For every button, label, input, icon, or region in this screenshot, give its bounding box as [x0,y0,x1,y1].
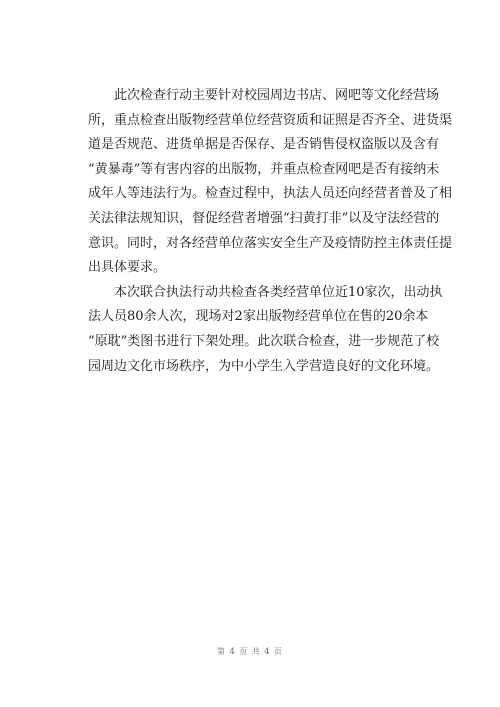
paragraph-line: 此次检查行动主要针对校园周边书店、网吧等文化经营场 [114,88,440,103]
paragraph-line: 本次联合执法行动共检查各类经营单位近10家次，出动执 [114,284,443,300]
paragraph-line: 园周边文化市场秩序，为中小学生入学营造良好的文化环境。 [88,358,440,374]
body-text [88,84,453,379]
paragraph-line: 成年人等违法行为。检查过程中，执法人员还向经营者普及了相 [88,186,453,202]
page-number-footer: 第 4 页 共 4 页 [217,647,283,656]
paragraph-line: “原耽”类图书进行下架处理。此次联合检查，进一步规范了校 [88,333,440,349]
paragraph-line: “黄暴毒”等有害内容的出版物，并重点检查网吧是否有接纳未 [88,161,440,177]
paragraph-line: 法人员80余人次，现场对2家出版物经营单位在售的20余本 [88,309,429,325]
paragraph-line: 意识。同时，对各经营单位落实安全生产及疫情防控主体责任提 [88,235,453,251]
paragraph-line: 道是否规范、进货单据是否保存、是否销售侵权盗版以及含有 [88,137,440,153]
paragraph-line: 所，重点检查出版物经营单位经营资质和证照是否齐全、进货渠 [88,112,453,128]
paragraph-line: 关法律法规知识，督促经营者增强“扫黄打非”以及守法经营的 [88,210,440,226]
paragraph-line: 出具体要求。 [88,260,167,276]
